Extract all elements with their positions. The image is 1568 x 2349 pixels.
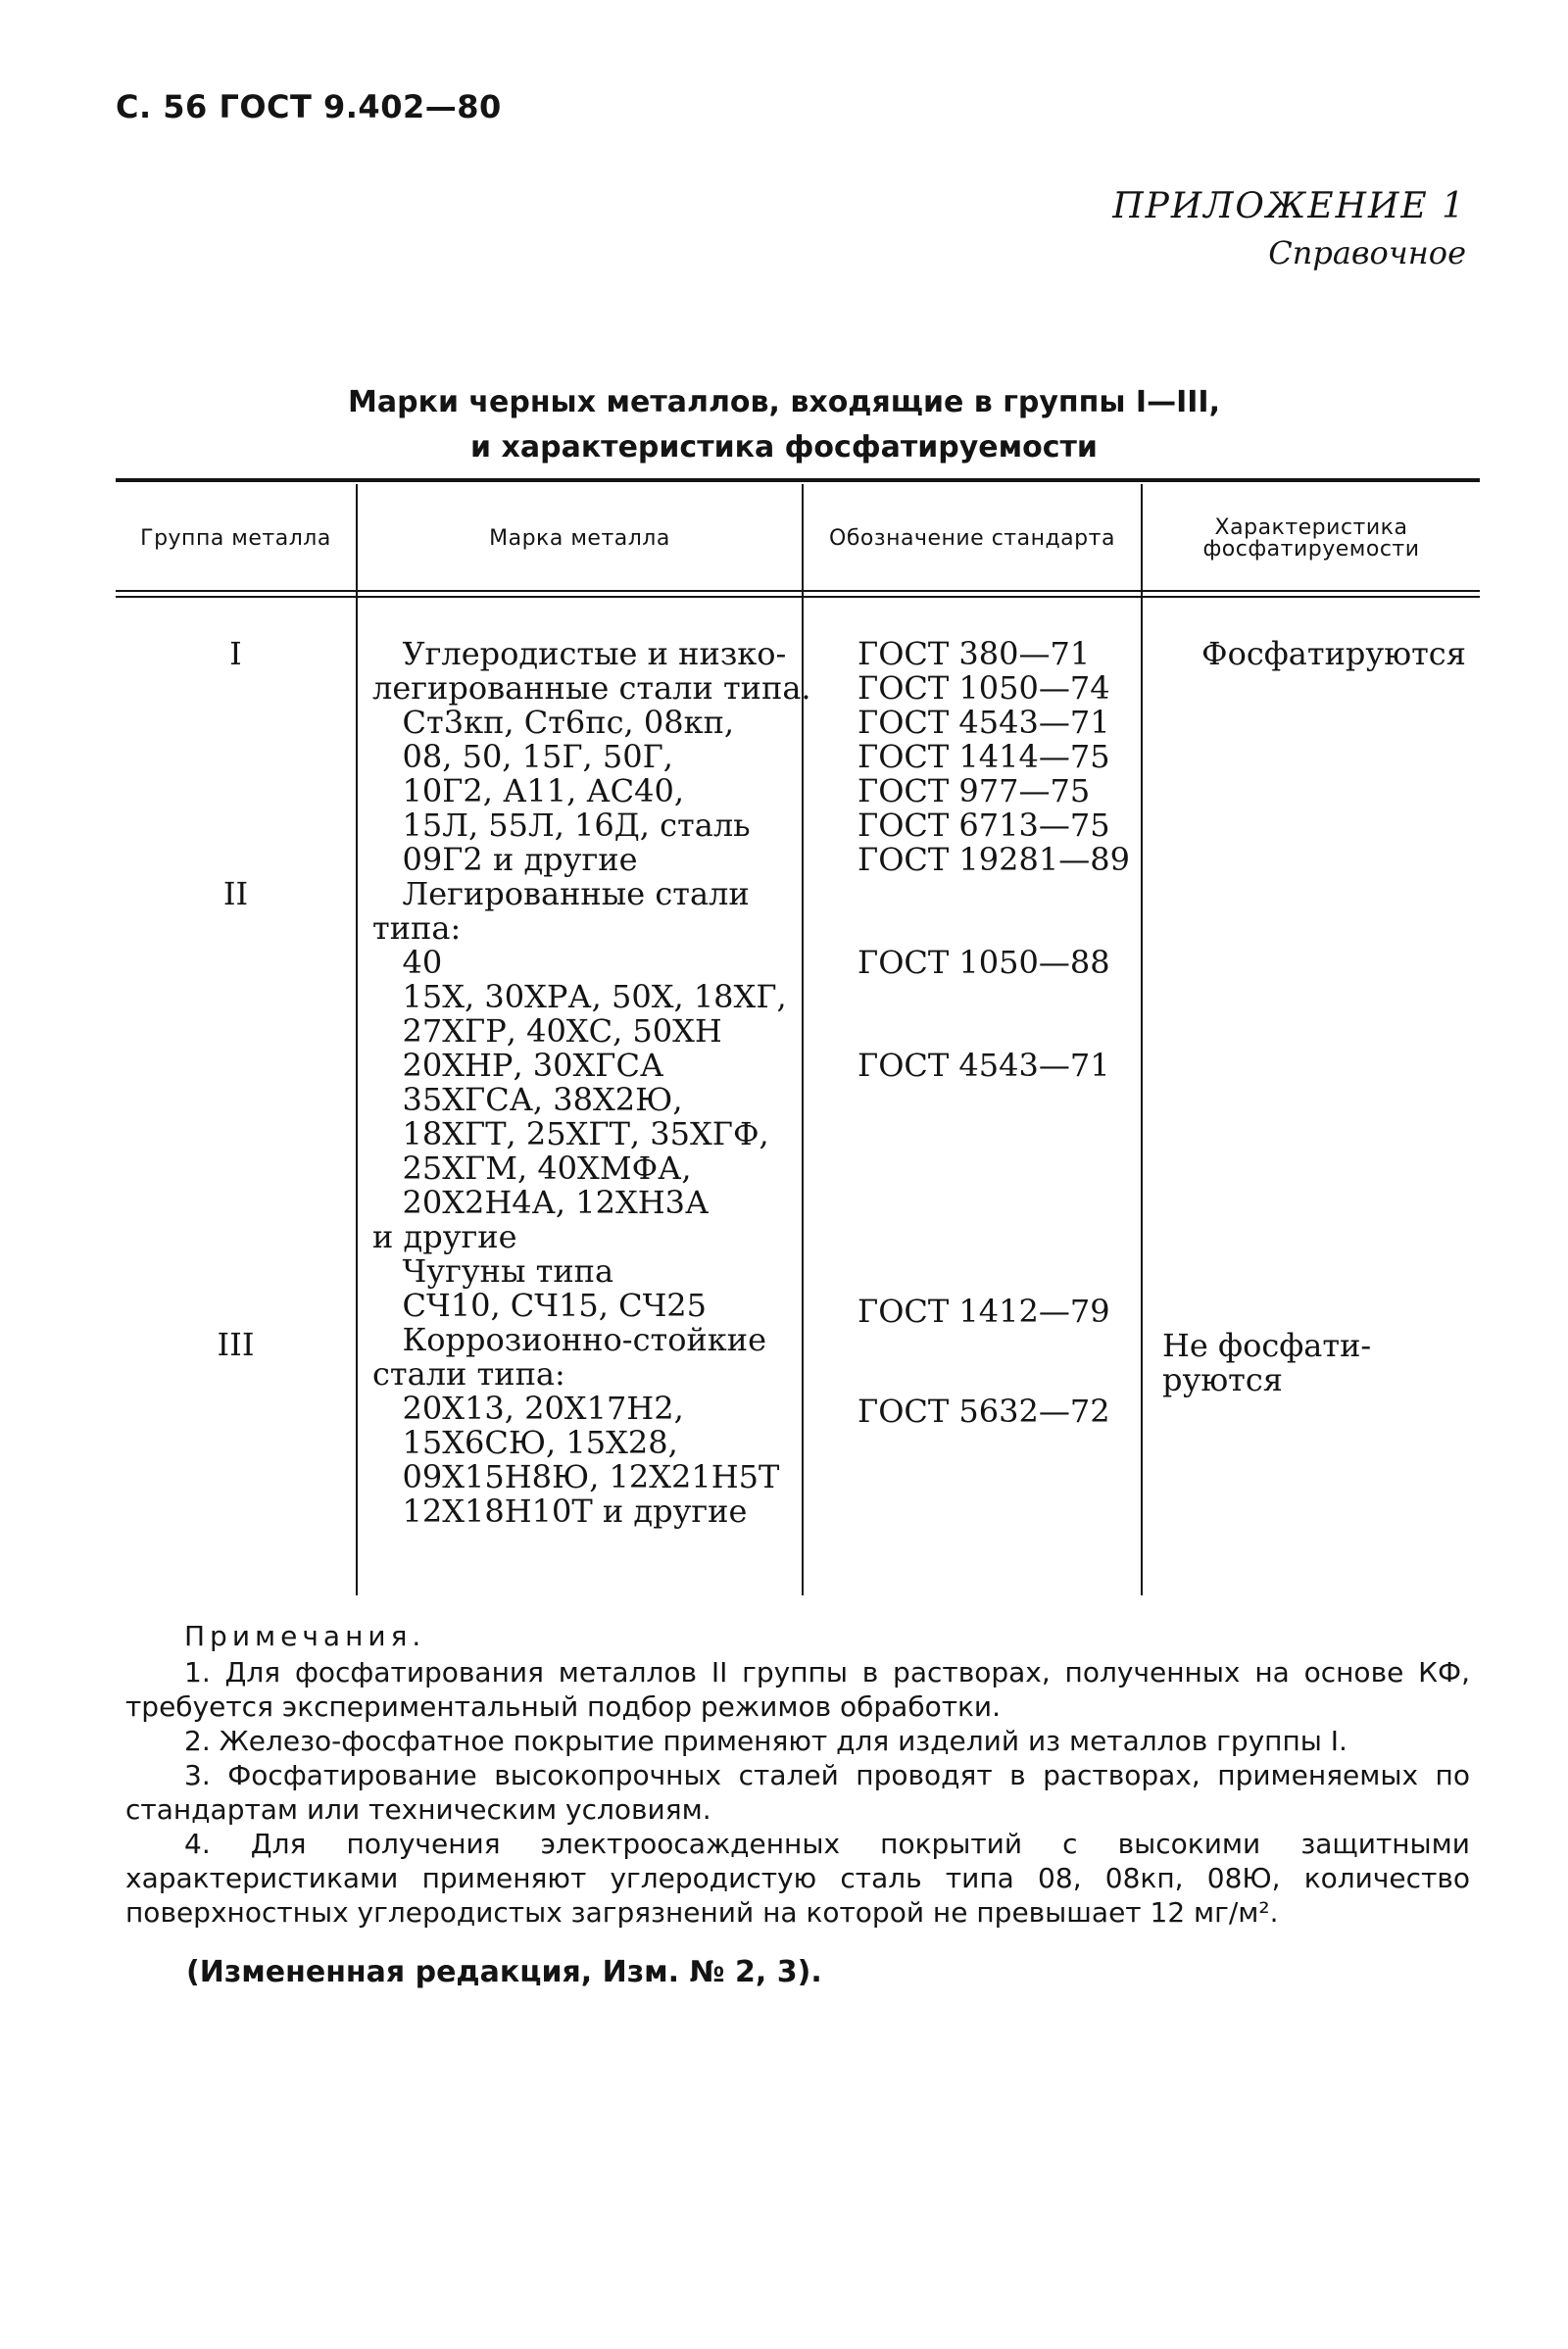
standard-line: ГОСТ 19281—89 — [858, 841, 1130, 878]
brand-line: 25ХГМ, 40ХМФА, — [372, 1150, 692, 1187]
header-group: Группа металла — [140, 526, 331, 551]
brand-line: Чугуны типа — [372, 1252, 614, 1290]
standard-line: ГОСТ 1050—74 — [858, 669, 1110, 707]
header-characteristic: Характеристика фосфатируемости — [1202, 515, 1420, 562]
note-item: 2. Железо-фосфатное покрытие применяют для изделий из металлов группы I. — [184, 1725, 1348, 1757]
brand-line: 08, 50, 15Г, 50Г, — [372, 738, 673, 775]
group-label: II — [222, 875, 249, 912]
characteristic-cell: Фосфатируются — [1201, 635, 1466, 672]
column-divider — [356, 484, 358, 1595]
brand-line: 15Х, 30ХРА, 50Х, 18ХГ, — [372, 978, 787, 1015]
brand-line: легированные стали типа. — [372, 669, 811, 707]
brand-line: 20Х13, 20Х17Н2, — [372, 1390, 684, 1427]
group-label: III — [217, 1326, 255, 1363]
standard-line: ГОСТ 4543—71 — [858, 704, 1110, 741]
header-brand: Марка металла — [489, 526, 670, 551]
table-title-line2: и характеристика фосфатируемости — [470, 430, 1098, 465]
header-standard: Обозначение стандарта — [829, 526, 1115, 551]
table-header-rule-double — [116, 596, 1480, 598]
note-item: 1. Для фосфатирования металлов II группы в растворах, полученных на основе КФ, требуется экспериментальный подбор режимов обработки. — [125, 1656, 1470, 1723]
table-title-line1: Марки черных металлов, входящие в группы I—III, — [348, 385, 1220, 419]
brand-line: типа: — [372, 909, 462, 947]
standards-group-1 — [858, 637, 1130, 877]
standard-cell: ГОСТ 5632—72 — [858, 1393, 1110, 1430]
table-title — [196, 380, 1372, 470]
table-header-rule — [116, 590, 1480, 592]
standard-cell: ГОСТ 1412—79 — [858, 1293, 1110, 1330]
brand-line: 09Х15Н8Ю, 12Х21Н5Т — [372, 1458, 780, 1495]
notes-title: Примечания. — [184, 1620, 426, 1652]
page-header: С. 56 ГОСТ 9.402—80 — [116, 88, 502, 125]
metals-table — [116, 478, 1480, 1595]
standard-cell: ГОСТ 1050—88 — [858, 944, 1110, 981]
brand-line: 15Л, 55Л, 16Д, сталь — [372, 807, 751, 844]
standard-line: ГОСТ 977—75 — [858, 772, 1091, 809]
standard-line: ГОСТ 1414—75 — [858, 738, 1110, 775]
brand-line: 20Х2Н4А, 12ХН3А — [372, 1184, 710, 1221]
brand-line: 09Г2 и другие — [372, 841, 638, 878]
brand-line: Ст3кп, Ст6пс, 08кп, — [372, 704, 735, 741]
brand-line: и другие — [372, 1218, 517, 1255]
amendment-note: (Измененная редакция, Изм. № 2, 3). — [186, 1955, 822, 1989]
column-divider — [1141, 484, 1143, 1595]
brand-line: СЧ10, СЧ15, СЧ25 — [372, 1287, 708, 1324]
brand-line: Легированные стали — [372, 875, 750, 912]
brand-line: Коррозионно-стойкие — [372, 1321, 767, 1358]
brand-line: 12Х18Н10Т и другие — [372, 1493, 748, 1530]
brand-line: 18ХГТ, 25ХГТ, 35ХГФ, — [372, 1115, 769, 1152]
characteristic-cell: Не фосфати- руются — [1162, 1327, 1372, 1398]
notes-section — [125, 1619, 1470, 1989]
brand-line: 10Г2, А11, АС40, — [372, 772, 685, 809]
brand-list — [372, 637, 811, 1529]
standard-cell: ГОСТ 4543—71 — [858, 1047, 1110, 1084]
standard-line: ГОСТ 6713—75 — [858, 807, 1110, 844]
brand-line: 15Х6СЮ, 15Х28, — [372, 1424, 678, 1461]
brand-line: 35ХГСА, 38Х2Ю, — [372, 1081, 683, 1118]
appendix-title: ПРИЛОЖЕНИЕ 1 — [1112, 186, 1466, 226]
note-item: 4. Для получения электроосажденных покрытий с высокими защитными характеристиками применяют углеродистую сталь типа 08, 08кп, 08Ю, количество поверхностных углеродистых загрязнений на которой не превышает 12 мг/м². — [125, 1828, 1470, 1929]
brand-line: Углеродистые и низко- — [372, 635, 787, 672]
brand-line: стали типа: — [372, 1355, 565, 1393]
group-label: I — [229, 635, 242, 672]
brand-line: 40 — [372, 944, 443, 981]
standard-line: ГОСТ 380—71 — [858, 635, 1091, 672]
appendix-label — [1074, 186, 1466, 271]
brand-line: 20ХНР, 30ХГСА — [372, 1047, 664, 1084]
note-item: 3. Фосфатирование высокопрочных сталей проводят в растворах, применяемых по стандартам или техническим условиям. — [125, 1759, 1470, 1826]
appendix-subtitle: Справочное — [1268, 234, 1466, 271]
table-top-rule — [116, 478, 1480, 482]
brand-line: 27ХГР, 40ХС, 50ХН — [372, 1012, 722, 1050]
